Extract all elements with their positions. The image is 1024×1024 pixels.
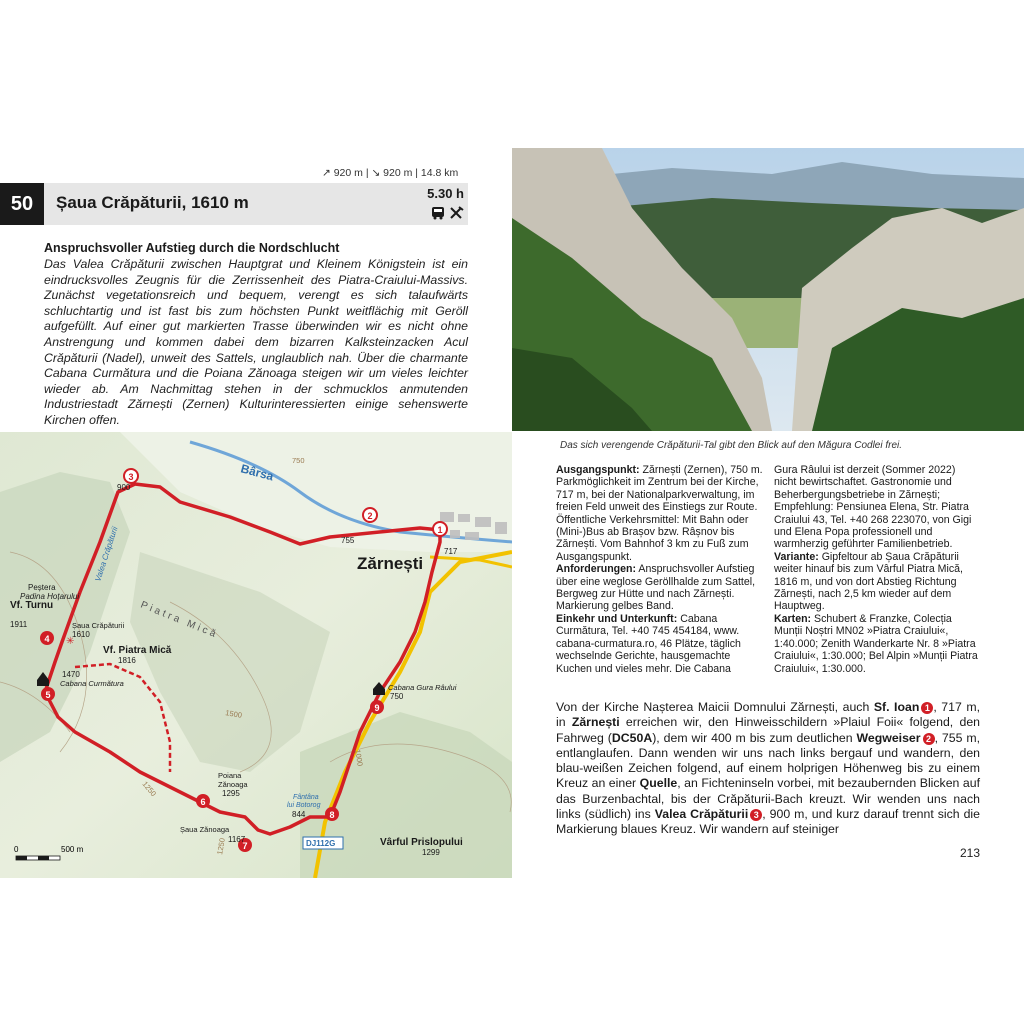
waypoint-ref-2: 2 bbox=[923, 733, 935, 745]
map-label-poiana: Poiana bbox=[218, 771, 242, 780]
svg-text:4: 4 bbox=[44, 634, 50, 644]
map-label-piatra-mica-alt: 1816 bbox=[118, 656, 136, 665]
map-label-pestera: Peștera bbox=[28, 583, 56, 592]
svg-text:7: 7 bbox=[242, 841, 248, 851]
route-map bbox=[0, 432, 512, 878]
waypoint-3 bbox=[124, 469, 138, 483]
map-label-pestera2: Padina Hoțarului bbox=[20, 592, 80, 601]
bus-icon bbox=[432, 207, 444, 220]
map-label-saua-zanoaga: Șaua Zănoaga bbox=[180, 825, 230, 834]
info-variant: Variante: Gipfeltour ab Șaua Crăpăturii weiter hinauf bis zum Vârful Piatra Mică, 1816 m, und von dort Abstieg Richtung Zărnești, nach 2,5 km wieder auf dem Hauptweg. bbox=[774, 550, 963, 613]
map-label-alt-755: 755 bbox=[341, 536, 355, 545]
map-label-fantana-alt: 844 bbox=[292, 810, 306, 819]
waypoint-9 bbox=[370, 700, 384, 714]
info-requirements: Anforderungen: Anspruchsvoller Aufstieg über eine weglose Geröllhalde zum Sattel, Bergweg zur Hütte und nach Zărnești. Markierung gelbes Band. bbox=[556, 563, 756, 613]
map-contour-1000: 1000 bbox=[353, 748, 365, 767]
waypoint-5 bbox=[41, 687, 55, 701]
mode-icons bbox=[430, 206, 466, 220]
waypoint-8 bbox=[325, 807, 339, 821]
map-label-road: DJ112G bbox=[306, 839, 336, 848]
svg-text:2: 2 bbox=[367, 511, 373, 521]
intro-heading: Anspruchsvoller Aufstieg durch die Nordschlucht bbox=[44, 241, 340, 255]
info-start: Ausgangspunkt: Zărnești (Zernen), 750 m. Parkmöglichkeit im Zentrum bei der Kirche, 717 m, bei der Nationalparkverwaltung, im freien Feld unweit des Einstiegs zur Route. Öffentliche Verkehrsmittel: Mit Bahn oder (Mini-)Bus ab Brașov bzw. Râșnov bis Zărnești. Vom Bahnhof 3 km zu Fuß zum Ausgangspunkt. bbox=[556, 464, 763, 563]
waypoint-ref-3: 3 bbox=[750, 809, 762, 821]
map-label-curmatura-alt: 1470 bbox=[62, 670, 80, 679]
tour-number: 50 bbox=[0, 183, 44, 225]
map-label-alt-717: 717 bbox=[444, 547, 458, 556]
waypoint-2 bbox=[363, 508, 377, 522]
waypoint-1 bbox=[433, 522, 447, 536]
map-contour-1500: 1500 bbox=[224, 708, 243, 720]
map-label-piatra-mica: Vf. Piatra Mică bbox=[103, 645, 172, 656]
page-number: 213 bbox=[960, 846, 981, 860]
svg-text:3: 3 bbox=[128, 472, 134, 482]
map-label-town: Zărnești bbox=[357, 554, 424, 573]
map-label-gura-raului: Cabana Gura Râului bbox=[388, 683, 457, 692]
map-label-fantana2: lui Botorog bbox=[287, 802, 321, 809]
map-label-curmatura: Cabana Curmătura bbox=[60, 679, 124, 688]
waypoint-4 bbox=[40, 631, 54, 645]
map-label-saddle: Șaua Crăpăturii bbox=[72, 621, 125, 630]
tour-stats: ↗ 920 m | ↘ 920 m | 14.8 km bbox=[322, 167, 459, 179]
photo-caption: Das sich verengende Crăpăturii-Tal gibt den Blick auf den Măgura Codlei frei. bbox=[560, 440, 903, 451]
info-maps: Karten: Schubert & Franzke, Colecția Munții Noștri MN02 »Piatra Craiului«, 1:40.000; Zenith Wanderkarte Nr. 8 »Piatra Craiului«, 1:30.000; Bel Alpin »Munții Piatra Craiului«, 1:30.000. bbox=[774, 612, 978, 675]
map-label-ridge: Piatra Mică bbox=[138, 599, 220, 641]
svg-text:9: 9 bbox=[374, 703, 380, 713]
info-column-1 bbox=[556, 464, 764, 675]
svg-text:8: 8 bbox=[329, 810, 335, 820]
scale-end: 500 m bbox=[61, 845, 84, 854]
svg-text:1: 1 bbox=[437, 525, 443, 535]
waypoint-ref-1: 1 bbox=[921, 702, 933, 714]
map-label-prislop: Vârful Prislopului bbox=[380, 837, 463, 848]
map-label-poiana2: Zănoaga bbox=[218, 780, 248, 789]
map-label-turnu-alt: 1911 bbox=[10, 620, 28, 629]
waypoint-6 bbox=[196, 794, 210, 808]
map-contour-750: 750 bbox=[292, 456, 305, 465]
map-label-fantana: Fântâna bbox=[293, 794, 319, 801]
info-column-2 bbox=[774, 464, 980, 675]
map-contour-1250: 1250 bbox=[140, 779, 159, 799]
map-label-poiana-alt: 1295 bbox=[222, 789, 240, 798]
map-label-river: Bârsa bbox=[239, 461, 276, 484]
map-label-valley: Valea Crăpăturii bbox=[93, 525, 120, 583]
svg-text:5: 5 bbox=[45, 690, 51, 700]
intro-text: Das Valea Crăpăturii zwischen Hauptgrat und Kleinem Königstein ist ein eindrucksvolles Zeugnis für die Zerrissenheit des Piatra-Craiului-Massivs. Zunächst vegetationsreich und bequem, verengt es sich talaufwärts schluchtartig und ist fast bis zum höchsten Punkt weitflächig mit Geröll aufgefüllt. Auf einer gut markierten Trasse überwinden wir es nicht ohne Anstrengung und kommen dabei dem bizarren Kalksteinzacken Acul Crăpăturii (Nadel), unweit des Sattels, unglaublich nah. Über die charmante Cabana Curmătura und die Poiana Zănoaga steigen wir um vieles leichter wieder ab. Am Nachmittag stehen in der schmucklos anmutenden Industriestadt Zărnești (Zernen) Kulturinteressierten einige sehenswerte Kirchen offen. bbox=[44, 257, 468, 427]
scale-start: 0 bbox=[14, 845, 19, 854]
info-accommodation: Einkehr und Unterkunft: Cabana Curmătura, Tel. +40 745 454184, www. cabana-curmatura.ro, 46 Plätze, täglich wechselnde Gerichte, hausgemachte Kuchen und vieles mehr. Die Cabana bbox=[556, 612, 741, 675]
hiking-icon bbox=[451, 207, 463, 218]
svg-text:6: 6 bbox=[200, 797, 206, 807]
map-label-alt-900: 900 bbox=[117, 483, 131, 492]
landscape-photo bbox=[512, 148, 1024, 431]
map-label-gura-raului-alt: 750 bbox=[390, 692, 404, 701]
route-description: Von der Kirche Nașterea Maicii Domnului Zărnești, auch Sf. Ioan 1 , 717 m, in Zărnești erreichen wir, den Hinweisschildern »Plaiul Foii« folgend, den Fahrweg (DC50A), dem wir 400 m bis zum deutlichen Wegweiser 2 , 755 m, entlanglaufen. Dann wenden wir uns nach links bergauf und wandern, den blau-weißen Zeichen folgend, auf einem holprigen Höhenweg bis zu einem Kreuz an einer Quelle, an Fichteninseln vorbei, mit bezaubernden Blicken auf das Burzenbachtal, bis der Crăpăturii-Bach kreuzt. Wir wenden uns nach links (südlich) ins Valea Crăpăturii 3 , 900 m, und kurz darauf trennt sich die Markierung blaues Kreuz. Wir wandern auf steiniger bbox=[556, 700, 981, 837]
tour-title: Șaua Crăpăturii, 1610 m bbox=[56, 193, 249, 212]
map-label-prislop-alt: 1299 bbox=[422, 848, 440, 857]
map-label-turnu: Vf. Turnu bbox=[10, 600, 54, 611]
map-label-saua-zanoaga-alt: 1167 bbox=[228, 835, 246, 844]
map-label-saddle-alt: 1610 bbox=[72, 630, 90, 639]
tour-duration: 5.30 h bbox=[427, 186, 464, 201]
map-contour-1250b: 1250 bbox=[215, 837, 227, 856]
info-accommodation-cont: Gura Râului ist derzeit (Sommer 2022) nicht bewirtschaftet. Gastronomie und Beherbergungsbetriebe in Zărnești; Empfehlung: Pensiunea Elena, Str. Piatra Craiului 43, Tel. +40 268 223070, von Gigi und Elena Popa professionell und warmherzig geführter Familienbetrieb. bbox=[774, 464, 972, 551]
saddle-marker: ✳ bbox=[66, 636, 75, 647]
